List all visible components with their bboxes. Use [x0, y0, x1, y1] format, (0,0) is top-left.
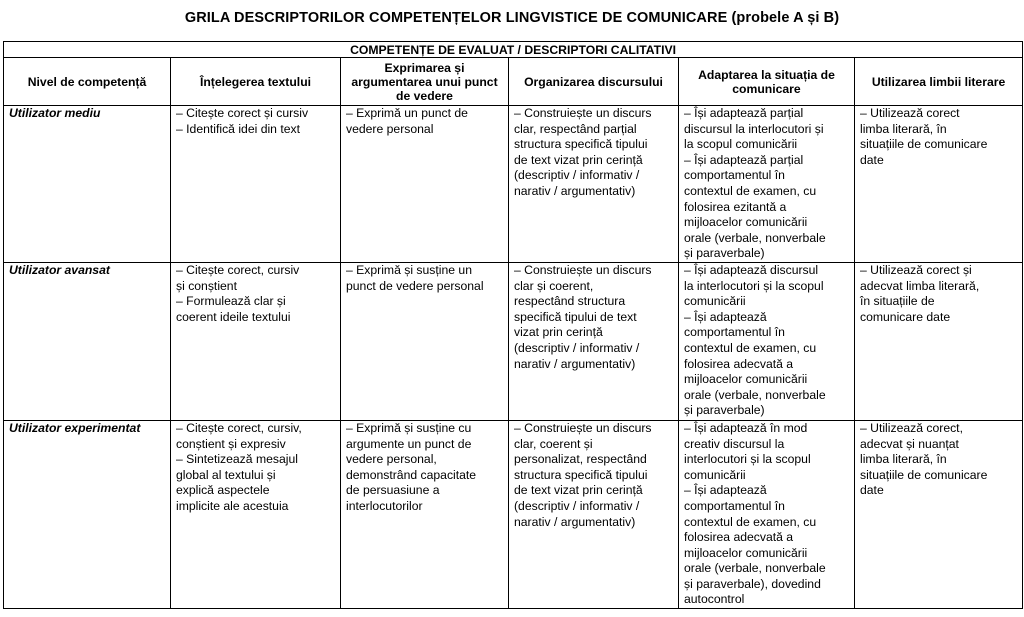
descriptor-line: în situațiile de	[860, 294, 935, 309]
descriptor-line: adecvat limba literară,	[860, 278, 980, 293]
descriptor-line: situațiile de comunicare	[860, 137, 988, 152]
descriptor-line: – Citește corect, cursiv,	[176, 420, 302, 435]
descriptor-cell	[679, 420, 855, 608]
descriptor-line: date	[860, 483, 884, 498]
descriptor-cell	[679, 262, 855, 420]
descriptor-line: folosirea adecvată a	[684, 530, 794, 545]
descriptor-line: – Își adaptează parțial	[684, 152, 804, 167]
descriptor-line: – Identifică idei din text	[176, 121, 300, 136]
descriptor-line: adecvat și nuanțat	[860, 436, 959, 451]
column-header-situation-adaptation: Adaptarea la situația de comunicare	[679, 58, 855, 106]
descriptor-cell	[855, 262, 1023, 420]
descriptor-line: – Sintetizează mesajul	[176, 452, 298, 467]
descriptor-line: – Utilizează corect	[860, 106, 960, 120]
descriptor-line: – Construiește un discurs	[514, 106, 652, 120]
descriptor-line: explică aspectele	[176, 483, 270, 498]
descriptor-line: de text vizat prin cerință	[514, 483, 643, 498]
column-header-expression: Exprimarea și argumentarea unui punct de vedere	[341, 58, 509, 106]
descriptor-cell	[171, 106, 341, 263]
table-row	[4, 420, 1023, 608]
descriptor-line: comunicare date	[860, 309, 951, 324]
descriptor-line: implicite ale acestuia	[176, 498, 289, 513]
descriptor-line: orale (verbale, nonverbale	[684, 230, 826, 245]
descriptor-line: narativ / argumentativ)	[514, 356, 636, 371]
descriptor-cell	[341, 420, 509, 608]
descriptor-line: – Își adaptează discursul	[684, 262, 819, 277]
descriptor-line: mijloacelor comunicării	[684, 372, 808, 387]
descriptor-line: – Citește corect, cursiv	[176, 262, 300, 277]
descriptor-line: – Își adaptează parțial	[684, 106, 804, 120]
descriptor-line: vedere personal,	[346, 452, 437, 467]
descriptor-line: narativ / argumentativ)	[514, 514, 636, 529]
column-header-literary-language: Utilizarea limbii literare	[855, 58, 1023, 106]
descriptor-line: limba literară, în	[860, 121, 947, 136]
descriptor-line: comunicării	[684, 467, 746, 482]
competence-grid-table	[3, 41, 1023, 609]
table-row	[4, 262, 1023, 420]
column-header-text-understanding: Înțelegerea textului	[171, 58, 341, 106]
descriptor-line: situațiile de comunicare	[860, 467, 988, 482]
descriptor-line: – Își adaptează în mod	[684, 420, 808, 435]
descriptor-line: global al textului și	[176, 467, 276, 482]
descriptor-line: structura specifică tipului	[514, 467, 648, 482]
descriptor-cell	[855, 106, 1023, 263]
descriptor-line: interlocutori și la scopul	[684, 452, 811, 467]
descriptor-cell	[855, 420, 1023, 608]
super-header: COMPETENȚE DE EVALUAT / DESCRIPTORI CALITATIVI	[4, 42, 1023, 58]
descriptor-line: vizat prin cerință	[514, 325, 603, 340]
page-title: GRILA DESCRIPTORILOR COMPETENȚELOR LINGVISTICE DE COMUNICARE (probele A și B)	[184, 10, 840, 26]
descriptor-line: clar, respectând parțial	[514, 121, 637, 136]
descriptor-line: folosirea ezitantă a	[684, 199, 787, 214]
descriptor-line: conștient și expresiv	[176, 436, 286, 451]
descriptor-line: de text vizat prin cerință	[514, 152, 643, 167]
descriptor-line: și paraverbale)	[684, 246, 765, 261]
descriptor-line: narativ / argumentativ)	[514, 183, 636, 198]
descriptor-line: specifică tipului de text	[514, 309, 637, 324]
descriptor-line: contextul de examen, cu	[684, 340, 817, 355]
descriptor-line: (descriptiv / informativ /	[514, 340, 640, 355]
descriptor-line: contextul de examen, cu	[684, 514, 817, 529]
table-row	[4, 106, 1023, 263]
descriptor-line: punct de vedere personal	[346, 278, 484, 293]
descriptor-line: – Construiește un discurs	[514, 420, 652, 435]
descriptor-line: clar și coerent,	[514, 278, 594, 293]
column-header-level: Nivel de competență	[4, 58, 171, 106]
descriptor-cell	[509, 106, 679, 263]
descriptor-cell	[171, 420, 341, 608]
descriptor-line: de persuasiune a	[346, 483, 440, 498]
descriptor-line: mijloacelor comunicării	[684, 215, 808, 230]
column-header-discourse-organization: Organizarea discursului	[509, 58, 679, 106]
descriptor-line: și paraverbale), dovedind	[684, 576, 821, 591]
descriptor-line: vedere personal	[346, 121, 434, 136]
descriptor-line: personalizat, respectând	[514, 452, 647, 467]
descriptor-line: structura specifică tipului	[514, 137, 648, 152]
descriptor-line: discursul la interlocutori și	[684, 121, 824, 136]
descriptor-line: – Utilizează corect și	[860, 262, 972, 277]
descriptor-line: comportamentul în	[684, 498, 785, 513]
descriptor-line: coerent ideile textului	[176, 309, 291, 324]
descriptor-cell	[341, 106, 509, 263]
descriptor-line: folosirea adecvată a	[684, 356, 794, 371]
descriptor-line: creativ discursul la	[684, 436, 785, 451]
descriptor-line: clar, coerent și	[514, 436, 593, 451]
descriptor-line: demonstrând capacitate	[346, 467, 477, 482]
descriptor-line: autocontrol	[684, 592, 745, 607]
descriptor-line: comportamentul în	[684, 168, 785, 183]
descriptor-line: – Utilizează corect,	[860, 420, 963, 435]
descriptor-line: date	[860, 152, 884, 167]
level-label: Utilizator avansat	[4, 262, 171, 420]
descriptor-line: și paraverbale)	[684, 403, 765, 418]
descriptor-cell	[509, 262, 679, 420]
descriptor-line: (descriptiv / informativ /	[514, 168, 640, 183]
descriptor-line: – Își adaptează	[684, 309, 767, 324]
descriptor-line: comunicării	[684, 294, 746, 309]
descriptor-cell	[171, 262, 341, 420]
descriptor-cell	[679, 106, 855, 263]
descriptor-line: – Citește corect și cursiv	[176, 106, 309, 120]
descriptor-line: argumente un punct de	[346, 436, 472, 451]
descriptor-line: orale (verbale, nonverbale	[684, 561, 826, 576]
descriptor-line: limba literară, în	[860, 452, 947, 467]
descriptor-line: comportamentul în	[684, 325, 785, 340]
descriptor-line: – Construiește un discurs	[514, 262, 652, 277]
descriptor-line: – Își adaptează	[684, 483, 767, 498]
descriptor-line: contextul de examen, cu	[684, 183, 817, 198]
descriptor-cell	[509, 420, 679, 608]
descriptor-line: (descriptiv / informativ /	[514, 498, 640, 513]
descriptor-line: – Exprimă și susține cu	[346, 420, 472, 435]
descriptor-line: la interlocutori și la scopul	[684, 278, 824, 293]
descriptor-line: – Formulează clar și	[176, 294, 286, 309]
level-label: Utilizator mediu	[4, 106, 171, 263]
descriptor-line: la scopul comunicării	[684, 137, 798, 152]
descriptor-cell	[341, 262, 509, 420]
level-label: Utilizator experimentat	[4, 420, 171, 608]
descriptor-line: și conștient	[176, 278, 237, 293]
descriptor-line: respectând structura	[514, 294, 626, 309]
descriptor-line: mijloacelor comunicării	[684, 545, 808, 560]
descriptor-line: orale (verbale, nonverbale	[684, 387, 826, 402]
descriptor-line: interlocutorilor	[346, 498, 423, 513]
descriptor-line: – Exprimă un punct de	[346, 106, 468, 120]
descriptor-line: – Exprimă și susține un	[346, 262, 472, 277]
